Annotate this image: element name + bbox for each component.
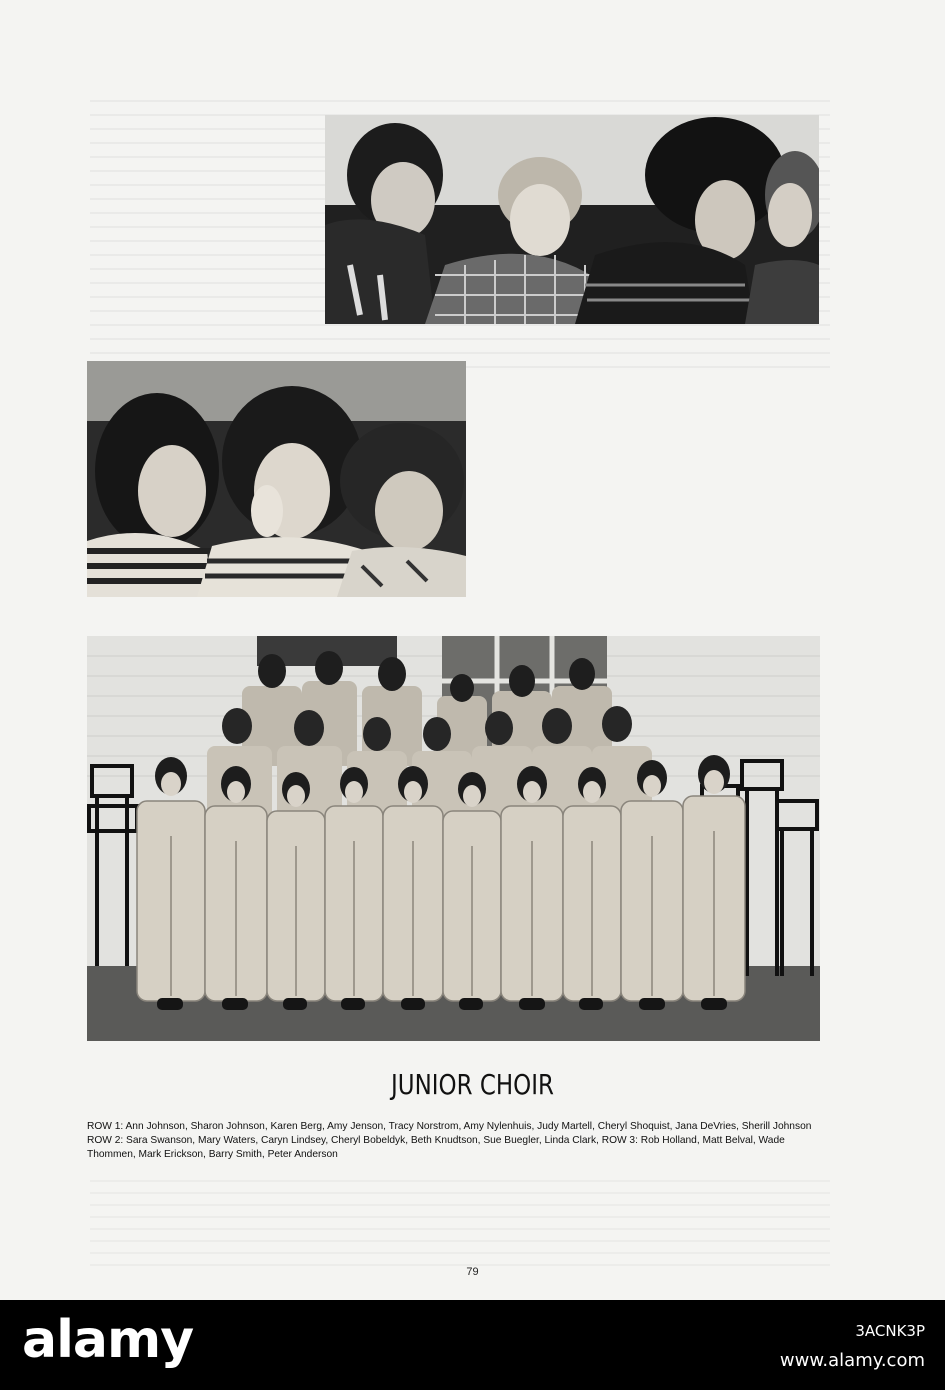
- alamy-logo: alamy: [22, 1310, 194, 1370]
- alamy-url: www.alamy.com: [779, 1350, 925, 1371]
- page-number: 79: [466, 1266, 479, 1278]
- photo-junior-choir-group: [87, 636, 820, 1041]
- photo-boys-singing: [325, 115, 819, 324]
- caption-names: ROW 1: Ann Johnson, Sharon Johnson, Karen Berg, Amy Jenson, Tracy Norstrom, Amy Nylenhuis, Judy Martell, Cheryl Shoquist, Jana DeVries, Sherill Johnson ROW 2: Sara Swanson, Mary Waters, Caryn Lindsey, Cheryl Bobeldyk, Beth Knudtson, Sue Buegler, Linda Clark, ROW 3: Rob Holland, Matt Belval, Wade Thommen, Mark Erickson, Barry Smith, Peter Anderson: [87, 1121, 812, 1160]
- caption-title: JUNIOR CHOIR: [391, 1068, 554, 1101]
- bleed-through-ghost-lower: [90, 1180, 830, 1270]
- image-id: 3ACNK3P: [855, 1322, 925, 1340]
- photo-girls-listening: [87, 361, 466, 597]
